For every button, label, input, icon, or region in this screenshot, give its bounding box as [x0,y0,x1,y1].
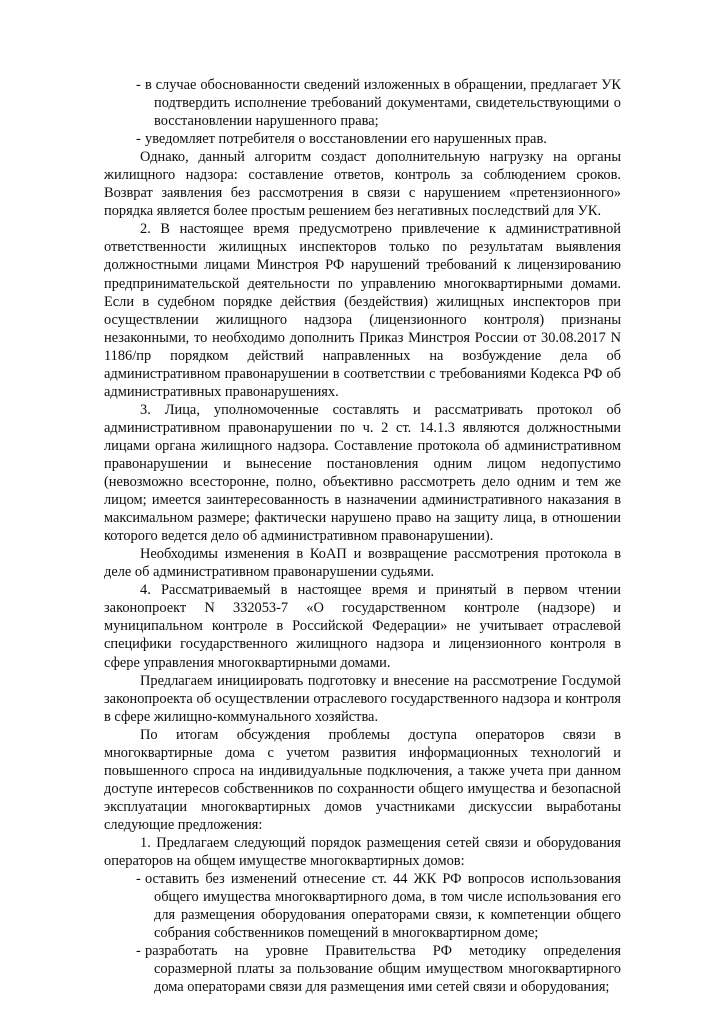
list-item-text: оставить без изменений отнесение ст. 44 ЖК РФ вопросов использования общего имущества многоквартирного дома, в том числе использования его для размещения оборудования операторами связи, к компетенции общего собрания собственников помещений в многоквартирном доме; [145,871,621,942]
document-text-body [104,76,621,996]
list-item: - разработать на уровне Правительства РФ методику определения соразмерной платы за пользование общим имуществом многоквартирного дома операторами связи для размещения ими сетей связи и оборудования; [136,943,621,996]
paragraph: Необходимы изменения в КоАП и возвращение рассмотрения протокола в деле об административном правонарушении судьями. [104,546,621,581]
list-item-text: разработать на уровне Правительства РФ методику определения соразмерной платы за пользование общим имуществом многоквартирного дома операторами связи для размещения ими сетей связи и оборудования; [145,943,621,996]
paragraph-proposal-1: 1. Предлагаем следующий порядок размещения сетей связи и оборудования операторов на общем имуществе многоквартирных домов: [104,834,621,870]
paragraph-item-3: 3. Лица, уполномоченные составлять и рассматривать протокол об административном правонарушении по ч. 2 ст. 14.1.3 являются должностными лицами органа жилищного надзора. Составление протокола об административном правонарушении и вынесение постановления одним лицом недопустимо (невозможно всесторонне, полно, объективно рассмотреть дело одним и тем же лицом; имеется заинтересованность в назначении административного наказания в максимальном размере; фактически нарушено право на защиту лица, в отношении которого ведется дело об административном правонарушении). [104,401,621,545]
paragraph: Однако, данный алгоритм создаст дополнительную нагрузку на органы жилищного надзора: составление ответов, контроль за соблюдением сроков. Возврат заявления без рассмотрения в связи с нарушением «претензионного» порядка является более простым решением без негативных последствий для УК. [104,149,621,220]
list-item: - в случае обоснованности сведений изложенных в обращении, предлагает УК подтвердить исполнение требований документами, свидетельствующими о восстановлении нарушенного права; [136,77,621,130]
list-item-text: уведомляет потребителя о восстановлении его нарушенных прав. [145,131,547,148]
paragraph-item-2: 2. В настоящее время предусмотрено привлечение к административной ответственности жилищных инспекторов только по результатам выявления должностными лицами Минстроя РФ нарушений требований к лицензированию предпринимательской деятельности по управлению многоквартирными домами. Если в судебном порядке действия (бездействия) жилищных инспекторов при осуществлении жилищного надзора (лицензионного контроля) признаны незаконными, то необходимо дополнить Приказ Минстроя России от 30.08.2017 N 1186/пр порядком действий направленных на возбуждение дела об административном правонарушении в соответствии с требованиями Кодекса РФ об административных правонарушениях. [104,221,621,400]
paragraph: Предлагаем инициировать подготовку и внесение на рассмотрение Госдумой законопроекта об осуществлении отраслевого государственного надзора и контроля в сфере жилищно-коммунального хозяйства. [104,672,621,725]
list-item-text: в случае обоснованности сведений изложенных в обращении, предлагает УК подтвердить исполнение требований документами, свидетельствующими о восстановлении нарушенного права; [145,77,621,130]
list-item: - уведомляет потребителя о восстановлении его нарушенных прав. [136,131,547,148]
paragraph-item-4: 4. Рассматриваемый в настоящее время и принятый в первом чтении законопроект N 332053-7 «О государственном контроле (надзоре) и муниципальном контроле в Российской Федерации» не учитывает отраслевой специфики государственного жилищного надзора и лицензионного контроля в сфере управления многоквартирными домами. [104,582,621,671]
paragraph: По итогам обсуждения проблемы доступа операторов связи в многоквартирные дома с учетом развития информационных технологий и повышенного спроса на индивидуальные подключения, а также учета при данном доступе интересов собственников по сохранности общего имущества и безопасной эксплуатации многоквартирных домов участниками дискуссии выработаны следующие предложения: [104,726,621,833]
list-item: - оставить без изменений отнесение ст. 44 ЖК РФ вопросов использования общего имущества многоквартирного дома, в том числе использования его для размещения оборудования операторами связи, к компетенции общего собрания собственников помещений в многоквартирном доме; [136,871,621,942]
